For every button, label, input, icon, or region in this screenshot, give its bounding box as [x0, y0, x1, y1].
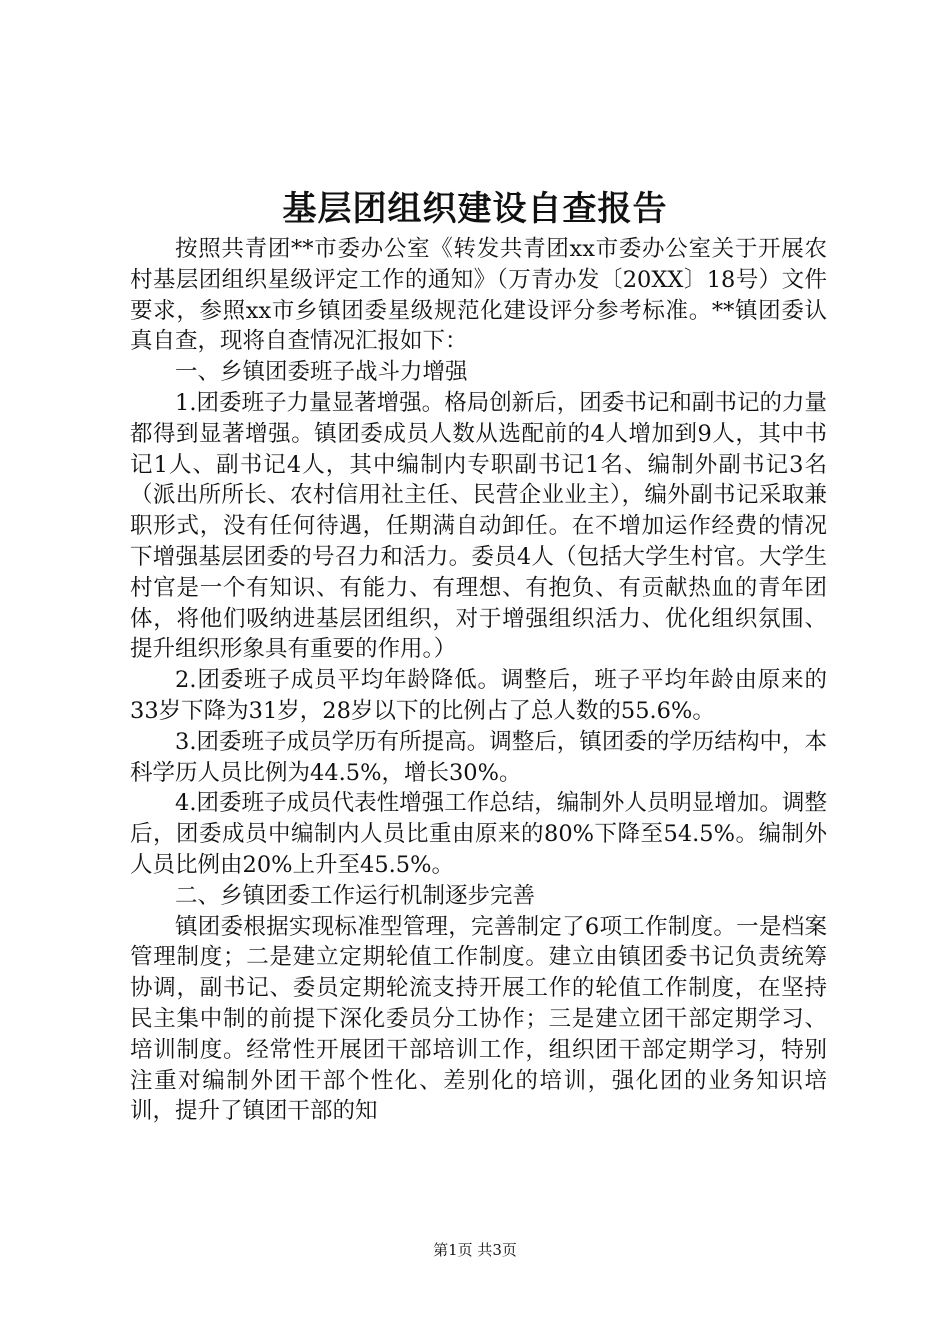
paragraph-intro: 按照共青团**市委办公室《转发共青团xx市委办公室关于开展农村基层团组织星级评定工作的通知》（万青办发〔20XX〕18号）文件要求，参照xx市乡镇团委星级规范化建设评分参考标准。**镇团委认真自查，现将自查情况汇报如下：: [130, 236, 827, 355]
paragraph-item-4: 4.团委班子成员代表性增强工作总结，编制外人员明显增加。调整后，团委成员中编制内人员比重由原来的80%下降至54.5%。编制外人员比例由20%上升至45.5%。: [130, 790, 827, 878]
paragraph-item-3: 3.团委班子成员学历有所提高。调整后，镇团委的学历结构中，本科学历人员比例为44.5%，增长30%。: [130, 728, 827, 786]
section-heading-1: 一、乡镇团委班子战斗力增强: [175, 359, 468, 386]
paragraph-item-2: 2.团委班子成员平均年龄降低。调整后，班子平均年龄由原来的33岁下降为31岁，28岁以下的比例占了总人数的55.6%。: [130, 667, 827, 724]
document-body: [130, 234, 827, 1189]
section-heading-2: 二、乡镇团委工作运行机制逐步完善: [175, 882, 536, 909]
page-number-footer: 第1页 共3页: [433, 1241, 517, 1259]
paragraph-mechanism: 镇团委根据实现标准型管理，完善制定了6项工作制度。一是档案管理制度；二是建立定期轮值工作制度。建立由镇团委书记负责统筹协调，副书记、委员定期轮流支持开展工作的轮值工作制度，在坚持民主集中制的前提下深化委员分工协作；三是建立团干部定期学习、培训制度。经常性开展团干部培训工作，组织团干部定期学习，特别注重对编制外团干部个性化、差别化的培训，强化团的业务知识培训，提升了镇团干部的知: [130, 913, 827, 1125]
paragraph-item-1: 1.团委班子力量显著增强。格局创新后，团委书记和副书记的力量都得到显著增强。镇团委成员人数从选配前的4人增加到9人，其中书记1人、副书记4人，其中编制内专职副书记1名、编制外副书记3名（派出所所长、农村信用社主任、民营企业业主），编外副书记采取兼职形式，没有任何待遇，任期满自动卸任。在不增加运作经费的情况下增强基层团委的号召力和活力。委员4人（包括大学生村官。大学生村官是一个有知识、有能力、有理想、有抱负、有贡献热血的青年团体，将他们吸纳进基层团组织，对于增强组织活力、优化组织氛围、提升组织形象具有重要的作用。）: [130, 389, 827, 663]
document-title: 基层团组织建设自查报告: [282, 189, 668, 229]
